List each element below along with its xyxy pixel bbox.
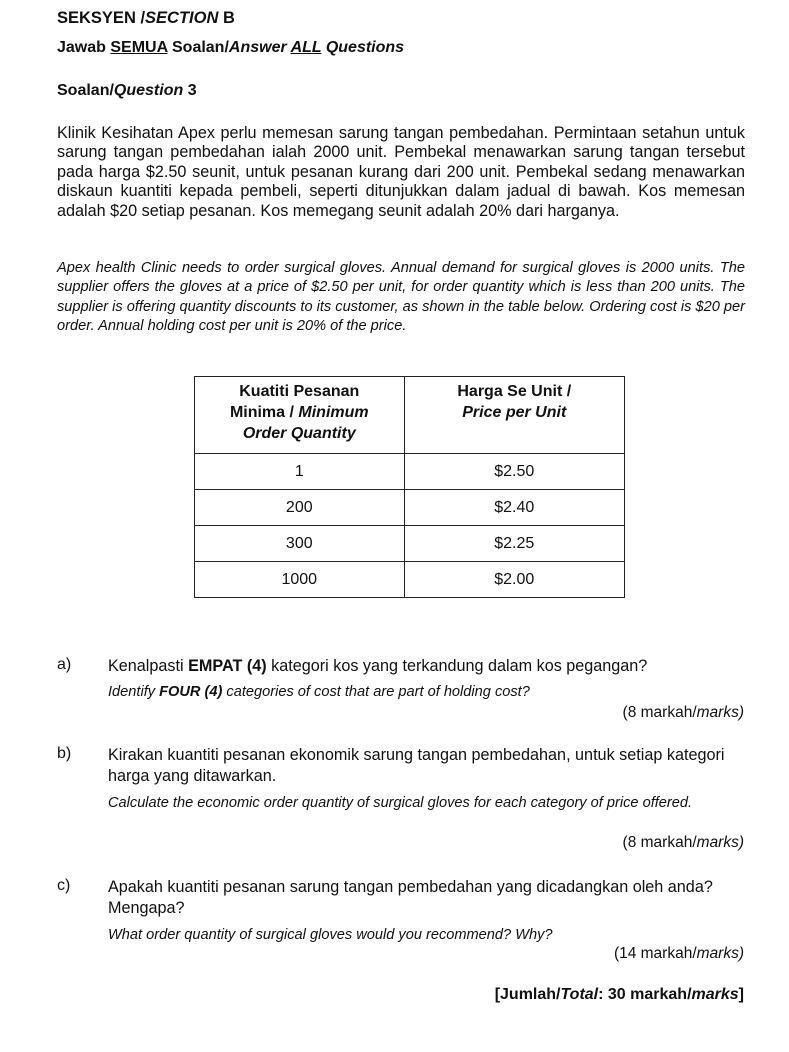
question-a-ms-bold: EMPAT (4) xyxy=(188,657,267,675)
instruction-ms-all: SEMUA xyxy=(110,39,168,56)
question-a-en-bold: FOUR (4) xyxy=(159,684,223,700)
quantity-discount-table xyxy=(194,376,625,598)
question-b-marks-ms: (8 markah/ xyxy=(622,834,697,851)
question-a-ms-pre: Kenalpasti xyxy=(108,657,189,675)
table-row xyxy=(195,562,625,598)
question-heading xyxy=(57,82,197,100)
question-a-ms-post: kategori kos yang terkandung dalam kos pegangan? xyxy=(266,657,648,675)
qty-cell: 300 xyxy=(195,526,405,562)
price-cell: $2.40 xyxy=(404,490,624,526)
question-b-letter: b) xyxy=(57,745,72,762)
qty-cell: 1 xyxy=(195,454,405,490)
question-b-malay: Kirakan kuantiti pesanan ekonomik sarung tangan pembedahan, untuk setiap kategori harga yang ditawarkan. xyxy=(108,746,725,785)
table-row xyxy=(195,526,625,562)
section-heading xyxy=(57,9,235,28)
question-a-marks-ms: (8 markah/ xyxy=(622,704,697,721)
question-number: 3 xyxy=(183,82,197,99)
section-label-en: SECTION xyxy=(145,9,219,27)
question-c-marks-ms: (14 markah/ xyxy=(613,945,697,962)
total-en: Total xyxy=(560,986,599,1003)
instruction-ms-pre: Jawab xyxy=(57,39,111,56)
question-a-en-post: categories of cost that are part of holding cost? xyxy=(222,684,530,700)
instruction-en-all: ALL xyxy=(290,39,322,56)
header-col2-en: Price per Unit xyxy=(462,404,567,421)
question-c-marks-en: marks) xyxy=(696,945,744,962)
total-rest: : 30 markah/ xyxy=(598,986,692,1003)
intro-paragraph-malay: Klinik Kesihatan Apex perlu memesan sarung tangan pembedahan. Permintaan setahun untuk sarung tangan pembedahan ialah 2000 unit. Pembekal menawarkan sarung tangan tersebut pada harga $2.50 seunit, untuk pesanan kurang dari 200 unit. Pembekal sedang menawarkan diskaun kuantiti kepada pembeli, seperti ditunjukkan dalam jadual di bawah. Kos memesan adalah $20 setiap pesanan. Kos memegang seunit adalah 20% dari harganya. xyxy=(57,124,745,220)
section-letter: B xyxy=(218,9,235,27)
question-c-malay: Apakah kuantiti pesanan sarung tangan pembedahan yang dicadangkan oleh anda? Mengapa? xyxy=(108,878,713,917)
question-label-en: Question xyxy=(113,82,184,99)
price-cell: $2.50 xyxy=(404,454,624,490)
question-a-letter: a) xyxy=(57,656,72,673)
question-a-marks-en: marks) xyxy=(696,704,744,721)
question-a-english xyxy=(108,682,745,702)
question-a-malay xyxy=(108,656,745,677)
total-marks xyxy=(495,986,744,1004)
header-price-per-unit xyxy=(404,377,624,454)
question-c-letter: c) xyxy=(57,877,71,894)
question-c-english: What order quantity of surgical gloves would you recommend? Why? xyxy=(108,927,553,943)
qty-cell: 200 xyxy=(195,490,405,526)
header-col1-line3: Order Quantity xyxy=(242,425,356,442)
table-row xyxy=(195,454,625,490)
total-ms: [Jumlah/ xyxy=(494,986,561,1003)
table-row xyxy=(195,490,625,526)
header-col1-line2-ms: Minima / xyxy=(229,404,299,421)
total-close: ] xyxy=(738,986,744,1003)
question-a-marks xyxy=(623,704,744,722)
qty-cell: 1000 xyxy=(195,562,405,598)
section-label-ms: SEKSYEN / xyxy=(57,9,146,27)
intro-paragraph-english: Apex health Clinic needs to order surgical gloves. Annual demand for surgical gloves is 2000 units. The supplier offers the gloves at a price of $2.50 per unit, for order quantity which is less than 200 units. The supplier is offering quantity discounts to its customer, as shown in the table below. Ordering cost is $20 per order. Annual holding cost per unit is 20% of the price. xyxy=(57,260,745,335)
header-col2-ms: Harga Se Unit / xyxy=(457,383,572,400)
header-col1-line1: Kuatiti Pesanan xyxy=(239,383,360,400)
total-marks-en: marks xyxy=(691,986,739,1003)
price-cell: $2.25 xyxy=(404,526,624,562)
question-b-marks xyxy=(623,834,744,852)
instruction-ms-post: Soalan/ xyxy=(167,39,229,56)
question-label-ms: Soalan/ xyxy=(57,82,114,99)
question-c-marks xyxy=(614,945,744,963)
question-b-english: Calculate the economic order quantity of surgical gloves for each category of price offered. xyxy=(108,795,693,811)
header-min-order-quantity xyxy=(195,377,405,454)
instruction-heading xyxy=(57,39,404,57)
price-cell: $2.00 xyxy=(404,562,624,598)
question-a-en-pre: Identify xyxy=(108,684,160,700)
table-header-row xyxy=(195,377,625,454)
instruction-en-pre: Answer xyxy=(228,39,291,56)
instruction-en-post: Questions xyxy=(321,39,405,56)
question-b-marks-en: marks) xyxy=(696,834,744,851)
header-col1-line2-en: Minimum xyxy=(298,404,369,421)
